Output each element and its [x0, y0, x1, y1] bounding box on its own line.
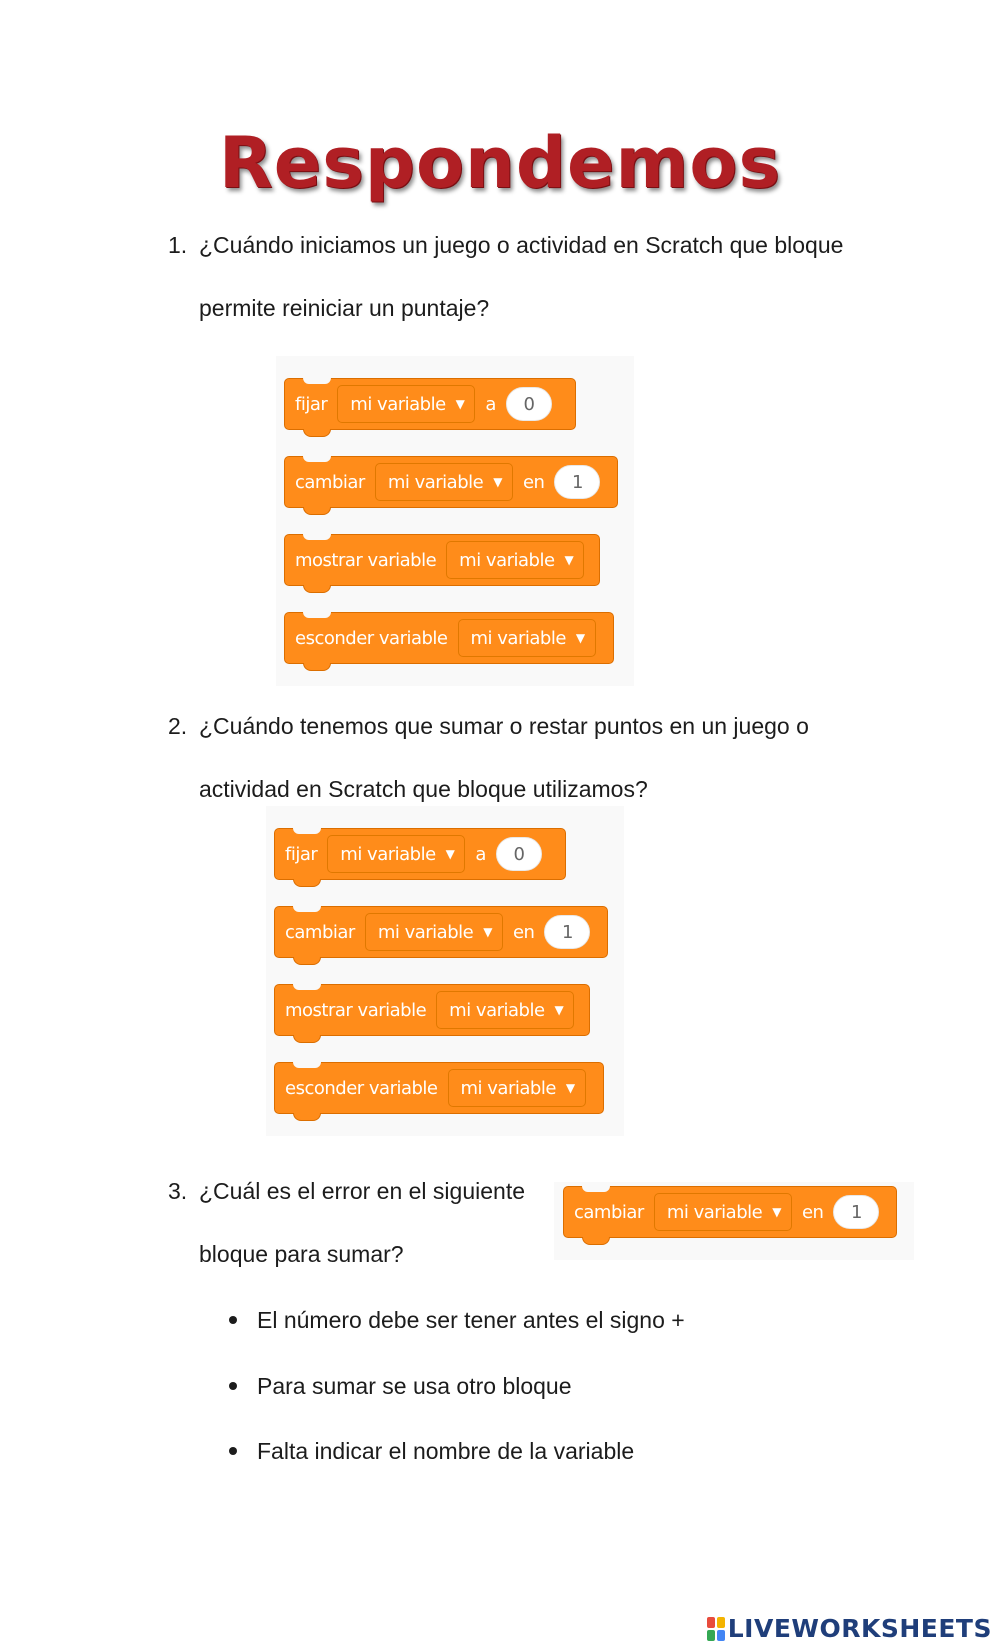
change-variable-block[interactable] — [274, 906, 608, 958]
bullet-icon — [229, 1382, 237, 1390]
block-label: fijar — [285, 843, 318, 865]
block-joiner: en — [512, 921, 535, 943]
caret-down-icon: ▼ — [772, 1205, 781, 1219]
hide-variable-block[interactable] — [284, 612, 614, 664]
question-1-line-1: ¿Cuándo iniciamos un juego o actividad en Scratch que bloque — [199, 232, 844, 258]
change-variable-block[interactable] — [284, 456, 618, 508]
caret-down-icon: ▼ — [455, 397, 465, 411]
value-input[interactable]: 0 — [496, 837, 542, 871]
block-joiner: a — [475, 843, 486, 865]
answer-option-2[interactable]: Para sumar se usa otro bloque — [229, 1372, 572, 1400]
caret-down-icon: ▼ — [564, 553, 574, 567]
show-variable-block[interactable] — [284, 534, 600, 586]
question-3 — [168, 1177, 187, 1205]
block-label: cambiar — [574, 1201, 644, 1223]
value-input[interactable]: 1 — [554, 465, 600, 499]
caret-down-icon: ▼ — [493, 475, 502, 489]
variable-dropdown[interactable]: mi variable ▼ — [436, 991, 574, 1029]
caret-down-icon: ▼ — [554, 1003, 564, 1017]
change-variable-block[interactable] — [563, 1186, 897, 1238]
block-label: cambiar — [295, 471, 365, 493]
variable-dropdown[interactable]: mi variable ▼ — [654, 1193, 792, 1231]
variable-dropdown[interactable]: mi variable ▼ — [375, 463, 513, 501]
question-1 — [168, 231, 187, 259]
caret-down-icon: ▼ — [483, 925, 492, 939]
question-3-line-2: bloque para sumar? — [199, 1241, 404, 1267]
set-variable-block[interactable] — [284, 378, 576, 430]
block-label: fijar — [295, 393, 328, 415]
set-variable-block[interactable] — [274, 828, 566, 880]
show-variable-block[interactable] — [274, 984, 590, 1036]
block-label: mostrar variable — [295, 549, 437, 571]
caret-down-icon: ▼ — [445, 847, 455, 861]
bullet-icon — [229, 1447, 237, 1455]
bullet-icon — [229, 1316, 237, 1324]
liveworksheets-logo-icon — [707, 1617, 725, 1641]
question-2-line-1: ¿Cuándo tenemos que sumar o restar puntos en un juego o — [199, 713, 809, 739]
page-title: Respondemos — [218, 122, 782, 204]
brand-name: LIVEWORKSHEETS — [727, 1614, 992, 1643]
block-joiner: a — [485, 393, 496, 415]
block-joiner: en — [801, 1201, 824, 1223]
blocks-panel-1 — [276, 356, 634, 686]
variable-dropdown[interactable]: mi variable ▼ — [327, 835, 465, 873]
question-3-line-1: ¿Cuál es el error en el siguiente — [199, 1178, 525, 1204]
block-label: cambiar — [285, 921, 355, 943]
value-input[interactable]: 1 — [544, 915, 590, 949]
variable-dropdown[interactable]: mi variable ▼ — [446, 541, 584, 579]
question-1-line-2: permite reiniciar un puntaje? — [199, 295, 490, 321]
brand-logo — [707, 1614, 992, 1643]
variable-dropdown[interactable]: mi variable ▼ — [365, 913, 503, 951]
block-label: esconder variable — [295, 627, 448, 649]
question-number: 1. — [168, 232, 188, 258]
answer-option-3[interactable]: Falta indicar el nombre de la variable — [229, 1437, 634, 1465]
caret-down-icon: ▼ — [575, 631, 585, 645]
blocks-panel-2 — [266, 806, 624, 1136]
question-2-line-2: actividad en Scratch que bloque utilizamos? — [199, 776, 648, 802]
question-number: 3. — [168, 1178, 188, 1204]
value-input[interactable]: 1 — [833, 1195, 879, 1229]
question-number: 2. — [168, 713, 188, 739]
variable-dropdown[interactable]: mi variable ▼ — [337, 385, 475, 423]
caret-down-icon: ▼ — [565, 1081, 575, 1095]
block-label: mostrar variable — [285, 999, 427, 1021]
block-joiner: en — [522, 471, 545, 493]
hide-variable-block[interactable] — [274, 1062, 604, 1114]
variable-dropdown[interactable]: mi variable ▼ — [458, 619, 596, 657]
variable-dropdown[interactable]: mi variable ▼ — [448, 1069, 586, 1107]
value-input[interactable]: 0 — [506, 387, 552, 421]
answer-option-1[interactable]: El número debe ser tener antes el signo + — [229, 1306, 685, 1334]
question-2 — [168, 712, 187, 740]
block-label: esconder variable — [285, 1077, 438, 1099]
blocks-panel-3 — [554, 1182, 914, 1260]
